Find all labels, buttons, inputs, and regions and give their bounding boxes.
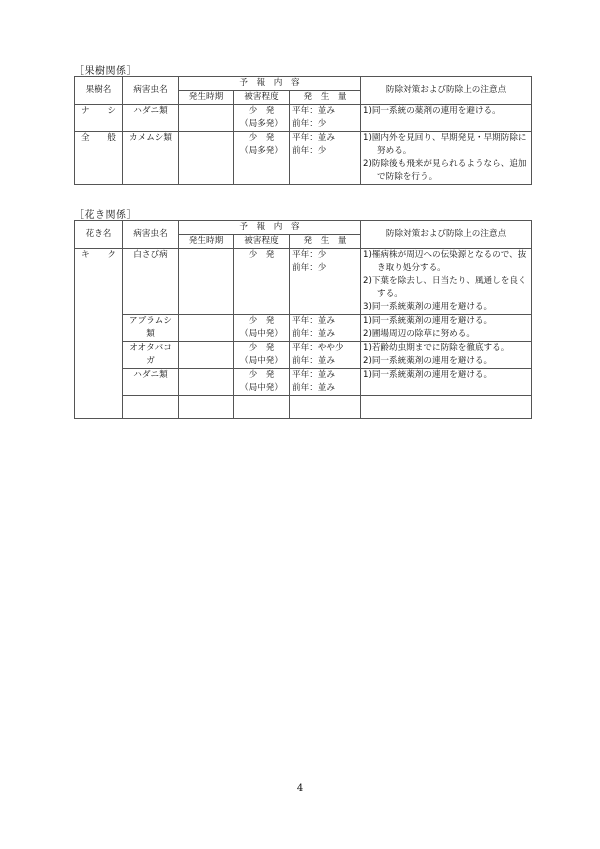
flower-header-row-1 [75,221,532,235]
measures-cell [361,315,532,342]
flower-header-damage: 被害程度 [234,235,290,249]
amount-cell [290,369,361,396]
amount-cell [290,132,361,185]
blank-cell [361,396,532,419]
damage-cell-line: 少 発 [248,106,275,116]
fruit-header-amount: 発 生 量 [290,91,361,105]
damage-cell-line: 少 発 [248,343,275,353]
table-row [75,315,532,342]
fruit-table [74,76,532,185]
amount-cell-line: 平年：並み [292,133,335,143]
measures-cell [361,105,532,132]
measure-note: 1)罹病株が周辺への伝染源となるので、抜き取り処分する。 [363,250,527,273]
timing-cell [179,315,234,342]
blank-row [75,396,532,419]
amount-cell [290,105,361,132]
table-row [75,369,532,396]
amount-cell-line: 前年：少 [292,263,327,273]
timing-cell [179,249,234,315]
fruit-header-damage: 被害程度 [234,91,290,105]
damage-cell-line: 少 発 [248,370,275,380]
damage-cell [234,105,290,132]
amount-cell-line: 平年：並み [292,316,335,326]
pest-name: 白さび病 [123,249,179,315]
measures-cell [361,369,532,396]
damage-cell-line: （局中発） [240,383,283,393]
fruit-header-row-1 [75,77,532,91]
damage-cell-line: （局多発） [240,146,283,156]
amount-cell [290,249,361,315]
table-row [75,105,532,132]
crop-cell [75,249,123,419]
flower-table [74,220,532,419]
amount-cell-line: 前年：並み [292,383,335,393]
amount-cell-line: 前年：少 [292,146,327,156]
measure-note: 3)同一系統薬剤の連用を避ける。 [363,302,493,312]
blank-cell [290,396,361,419]
timing-cell [179,105,234,132]
flower-header-amount: 発 生 量 [290,235,361,249]
amount-cell-line: 平年：並み [292,106,335,116]
measure-note: 2)圃場周辺の除草に努める。 [363,329,475,339]
damage-cell [234,132,290,185]
crop-char: キ [81,250,90,260]
crop-cell [75,132,123,185]
amount-cell-line: 平年：やや少 [292,343,344,353]
flower-header-measures: 防除対策および防除上の注意点 [361,221,532,249]
flower-header-timing: 発生時期 [179,235,234,249]
measures-cell [361,249,532,315]
measure-note: 2)防除後も飛来が見られるようなら、追加で防除を行う。 [363,159,527,182]
flower-header-pest: 病害虫名 [123,221,179,249]
fruit-section-title: ［果樹関係］ [74,66,137,77]
amount-cell-line: 前年：少 [292,119,327,129]
crop-name [77,249,120,262]
fruit-header-crop: 果樹名 [75,77,123,105]
crop-cell [75,105,123,132]
flower-section-title: ［花き関係］ [74,210,137,221]
pest-name: オオタバコガ [123,342,179,369]
crop-char: 全 [81,133,90,143]
damage-cell [234,369,290,396]
amount-cell [290,315,361,342]
damage-cell-line: （局中発） [240,356,283,366]
table-row [75,132,532,185]
fruit-header-forecast: 予 報 内 容 [179,77,361,91]
table-row [75,249,532,315]
damage-cell-line: 少 発 [248,133,275,143]
measure-note: 1)同一系統薬剤の連用を避ける。 [363,316,493,326]
amount-cell-line: 前年：並み [292,329,335,339]
amount-cell [290,342,361,369]
amount-cell-line: 平年：少 [292,250,327,260]
damage-cell [234,315,290,342]
timing-cell [179,369,234,396]
crop-name [77,132,120,145]
pest-name: アブラムシ類 [123,315,179,342]
measure-note: 1)同一系統の薬剤の連用を避ける。 [363,106,501,116]
damage-cell-line: 少 発 [248,250,275,260]
fruit-header-pest: 病害虫名 [123,77,179,105]
measure-note: 1)同一系統薬剤の連用を避ける。 [363,370,493,380]
page-number: 4 [296,783,304,794]
damage-cell-line: （局中発） [240,329,283,339]
flower-header-forecast: 予 報 内 容 [179,221,361,235]
blank-cell [123,396,179,419]
blank-cell [234,396,290,419]
damage-cell-line: （局多発） [240,119,283,129]
measure-note: 1)園内外を見回り、早期発見・早期防除に努める。 [363,133,527,156]
crop-char: シ [107,106,116,116]
amount-cell-line: 前年：並み [292,356,335,366]
pest-name: ハダニ類 [123,369,179,396]
damage-cell [234,342,290,369]
pest-name: カメムシ類 [123,132,179,185]
measure-note: 2)同一系統薬剤の連用を避ける。 [363,356,493,366]
crop-char: ナ [81,106,90,116]
damage-cell [234,249,290,315]
crop-char: ク [107,250,116,260]
fruit-header-measures: 防除対策および防除上の注意点 [361,77,532,105]
pest-name: ハダニ類 [123,105,179,132]
damage-cell-line: 少 発 [248,316,275,326]
amount-cell-line: 平年：並み [292,370,335,380]
flower-header-crop: 花き名 [75,221,123,249]
timing-cell [179,342,234,369]
crop-char: 般 [107,133,116,143]
blank-cell [179,396,234,419]
crop-name [77,105,120,118]
table-row [75,342,532,369]
measures-cell [361,342,532,369]
measure-note: 2)下葉を除去し、日当たり、風通しを良くする。 [363,276,527,299]
fruit-header-timing: 発生時期 [179,91,234,105]
measure-note: 1)若齢幼虫期までに防除を徹底する。 [363,343,510,353]
timing-cell [179,132,234,185]
measures-cell [361,132,532,185]
